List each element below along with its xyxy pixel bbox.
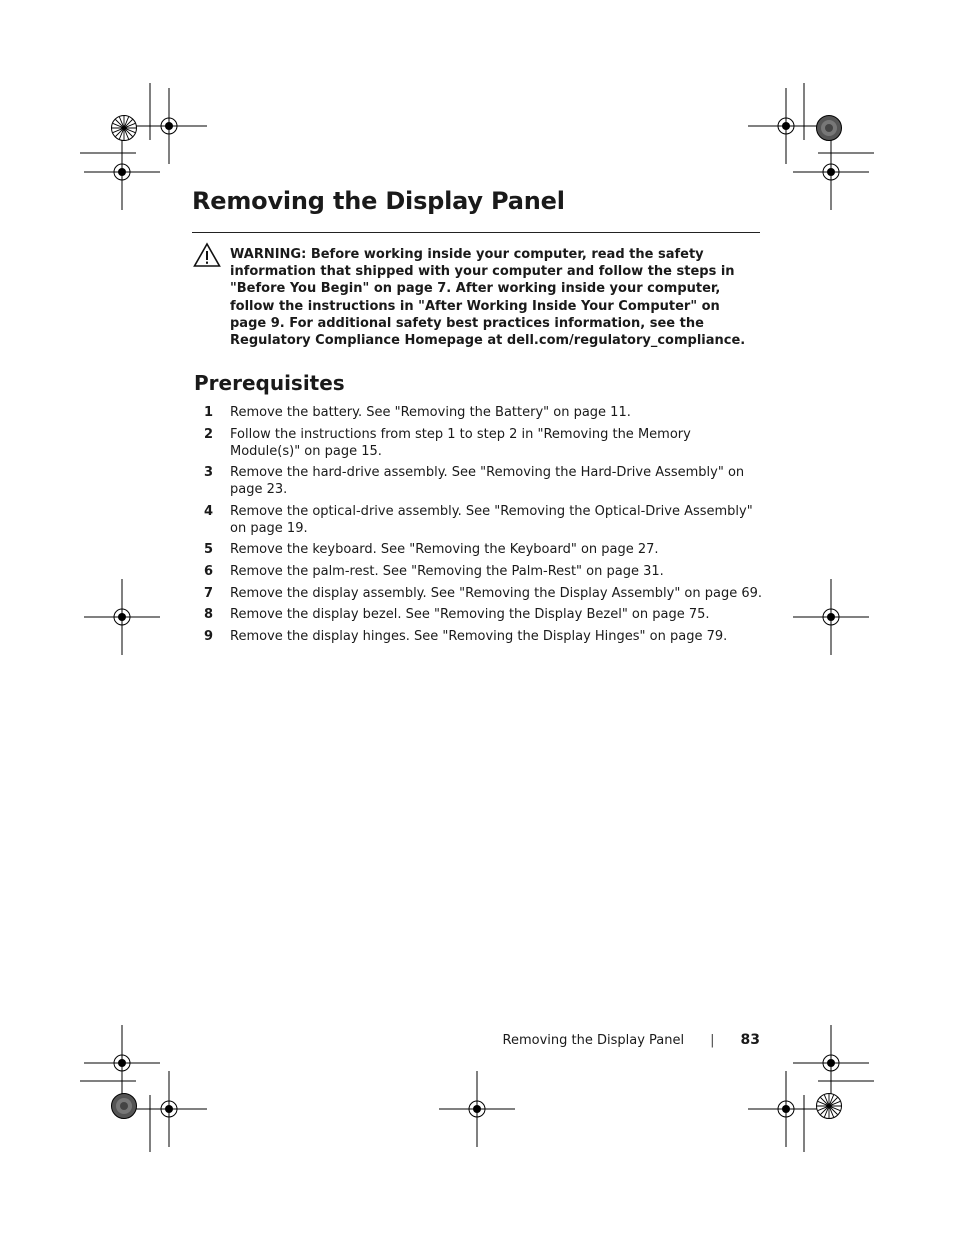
step-text: Remove the display bezel. See "Removing the Display Bezel" on page 75. [230,607,710,623]
list-item [194,503,764,537]
prerequisite-steps-list [194,404,764,649]
warning-triangle-icon [193,242,221,268]
step-text: Remove the palm-rest. See "Removing the Palm-Rest" on page 31. [230,563,664,579]
footer-chapter-title: Removing the Display Panel [502,1033,685,1048]
list-item [194,628,764,645]
list-item [194,606,764,623]
step-number: 7 [204,585,214,601]
list-item [194,404,764,421]
step-text: Remove the display hinges. See "Removing the Display Hinges" on page 79. [230,628,728,644]
page-title: Removing the Display Panel [192,187,565,215]
step-number: 8 [204,607,214,623]
step-text: Remove the battery. See "Removing the Battery" on page 11. [230,405,631,420]
step-number: 4 [204,503,214,519]
section-title-prerequisites: Prerequisites [194,371,345,395]
list-item [194,585,764,602]
warning-text: WARNING: Before working inside your computer, read the safety information that shipped with your computer and follow the steps in "Before You Begin" on page 7. After working inside your computer, follow the instructions in "After Working Inside Your Computer" on page 9. For additional safety best practices information, see the Regulatory Compliance Homepage at dell.com/regulatory_compliance. [230,247,746,349]
step-text: Remove the optical-drive assembly. See "Removing the Optical-Drive Assembly" on page 19. [230,503,753,536]
list-item [194,426,764,460]
page-number: 83 [740,1032,760,1048]
page-footer [503,1032,760,1048]
title-divider [192,232,760,233]
step-number: 3 [204,465,214,481]
step-text: Remove the keyboard. See "Removing the Keyboard" on page 27. [230,542,659,558]
step-number: 9 [204,628,214,644]
step-text: Follow the instructions from step 1 to step 2 in "Removing the Memory Module(s)" on page 15. [230,426,691,459]
step-text: Remove the hard-drive assembly. See "Removing the Hard-Drive Assembly" on page 23. [230,465,745,498]
step-number: 2 [204,426,214,442]
step-text: Remove the display assembly. See "Removing the Display Assembly" on page 69. [230,585,763,601]
list-item [194,541,764,558]
footer-separator: | [710,1033,715,1048]
list-item [194,464,764,498]
step-number: 6 [204,563,214,579]
list-item [194,563,764,580]
step-number: 1 [204,405,214,420]
step-number: 5 [204,542,214,558]
